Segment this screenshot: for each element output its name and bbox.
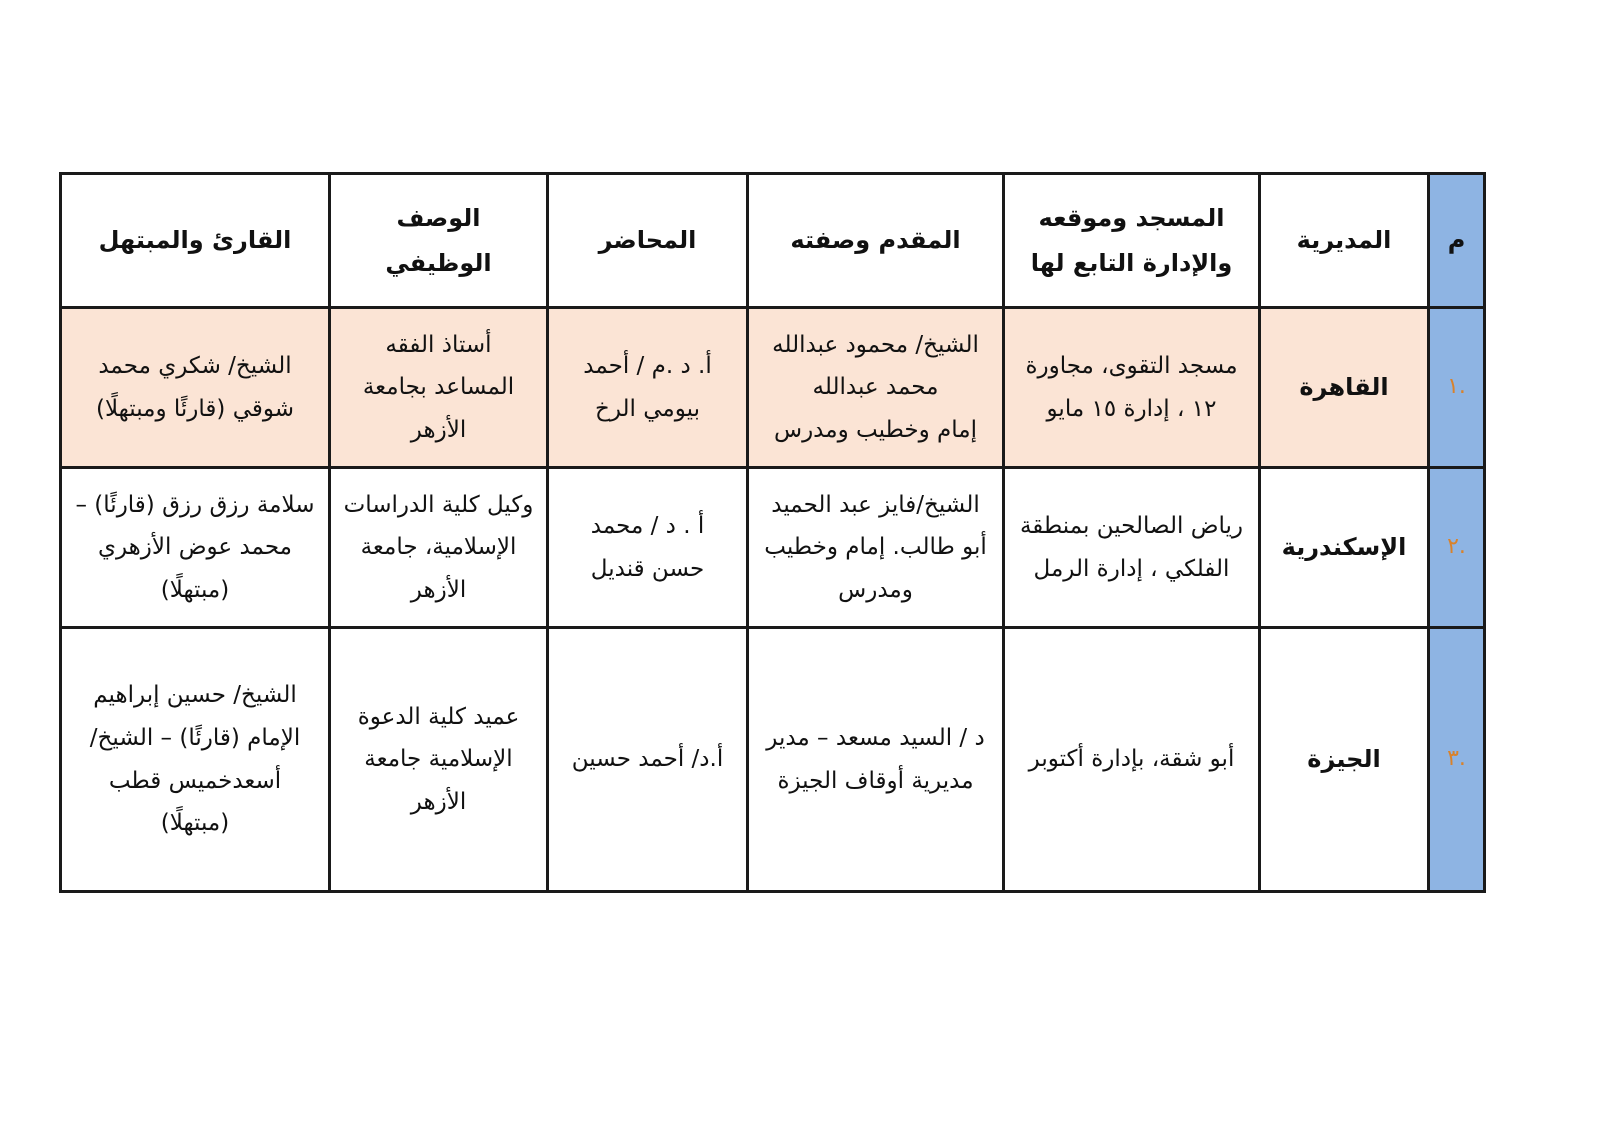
reciter-cell: الشيخ/ حسين إبراهيم الإمام (قارئًا) – الشيخ/ أسعدخميس قطب (مبتهلًا)	[61, 628, 330, 892]
header-directorate: المديرية	[1260, 174, 1429, 308]
job-description-cell: وكيل كلية الدراسات الإسلامية، جامعة الأزهر	[330, 468, 548, 628]
presenter-cell: الشيخ/ محمود عبدالله محمد عبدالله إمام وخطيب ومدرس	[748, 308, 1004, 468]
directorate-cell: الجيزة	[1260, 628, 1429, 892]
lecturer-cell: أ . د / محمد حسن قنديل	[548, 468, 748, 628]
table-row	[61, 308, 1485, 468]
presenter-cell: د / السيد مسعد – مدير مديرية أوقاف الجيزة	[748, 628, 1004, 892]
header-row	[61, 174, 1485, 308]
table-row	[61, 628, 1485, 892]
job-description-cell: أستاذ الفقه المساعد بجامعة الأزهر	[330, 308, 548, 468]
header-presenter: المقدم وصفته	[748, 174, 1004, 308]
lecturer-cell: أ.د/ أحمد حسين	[548, 628, 748, 892]
header-job-description: الوصف الوظيفي	[330, 174, 548, 308]
mosque-cell: مسجد التقوى، مجاورة ١٢ ، إدارة ١٥ مايو	[1004, 308, 1260, 468]
directorate-cell: الإسكندرية	[1260, 468, 1429, 628]
row-number: .٣	[1429, 628, 1485, 892]
header-mosque: المسجد وموقعه والإدارة التابع لها	[1004, 174, 1260, 308]
mosque-cell: رياض الصالحين بمنطقة الفلكي ، إدارة الرمل	[1004, 468, 1260, 628]
directorate-cell: القاهرة	[1260, 308, 1429, 468]
reciter-cell: سلامة رزق رزق (قارئًا) – محمد عوض الأزهري (مبتهلًا)	[61, 468, 330, 628]
lecturer-cell: أ. د .م / أحمد بيومي الرخ	[548, 308, 748, 468]
mosque-cell: أبو شقة، بإدارة أكتوبر	[1004, 628, 1260, 892]
reciter-cell: الشيخ/ شكري محمد شوقي (قارئًا ومبتهلًا)	[61, 308, 330, 468]
header-number: م	[1429, 174, 1485, 308]
header-reciter: القارئ والمبتهل	[61, 174, 330, 308]
row-number: .٢	[1429, 468, 1485, 628]
row-number: .١	[1429, 308, 1485, 468]
presenter-cell: الشيخ/فايز عبد الحميد أبو طالب. إمام وخطيب ومدرس	[748, 468, 1004, 628]
header-lecturer: المحاضر	[548, 174, 748, 308]
table-row	[61, 468, 1485, 628]
job-description-cell: عميد كلية الدعوة الإسلامية جامعة الأزهر	[330, 628, 548, 892]
schedule-table	[59, 172, 1486, 893]
